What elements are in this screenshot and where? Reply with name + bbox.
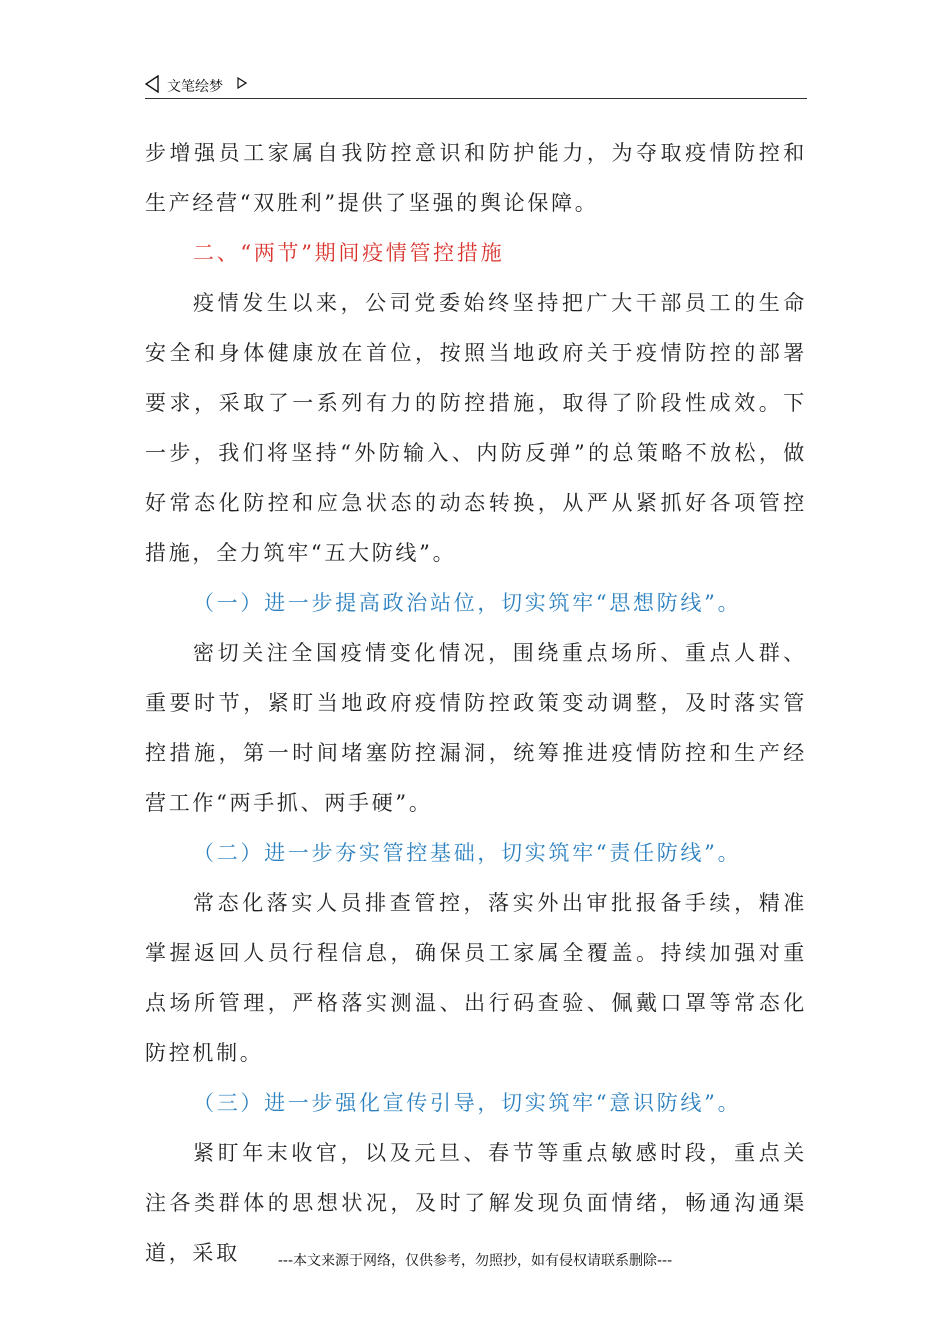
triangle-left-icon [145, 75, 159, 93]
page-header [145, 72, 807, 99]
paragraph-overview: 疫情发生以来，公司党委始终坚持把广大干部员工的生命安全和身体健康放在首位，按照当地政府关于疫情防控的部署要求，采取了一系列有力的防控措施，取得了阶段性成效。下一步，我们将坚持“外防输入、内防反弹”的总策略不放松，做好常态化防控和应急状态的动态转换，从严从紧抓好各项管控措施，全力筑牢“五大防线”。 [145, 291, 807, 565]
header-title: 文笔绘梦 [167, 79, 223, 95]
subheading-responsibility-line: （二）进一步夯实管控基础，切实筑牢“责任防线”。 [193, 841, 742, 865]
paragraph-continuation: 步增强员工家属自我防控意识和防护能力，为夺取疫情防控和生产经营“双胜利”提供了坚强的舆论保障。 [145, 141, 807, 215]
subheading-thought-line: （一）进一步提高政治站位，切实筑牢“思想防线”。 [193, 591, 742, 615]
document-body [145, 128, 807, 1278]
page-footer-disclaimer: ---本文来源于网络，仅供参考，勿照抄，如有侵权请联系删除--- [277, 1253, 673, 1269]
triangle-right-icon [237, 77, 247, 89]
paragraph-responsibility-line: 常态化落实人员排查管控，落实外出审批报备手续，精准掌握返回人员行程信息，确保员工家属全覆盖。持续加强对重点场所管理，严格落实测温、出行码查验、佩戴口罩等常态化防控机制。 [145, 891, 807, 1065]
section-heading-two: 二、“两节”期间疫情管控措施 [193, 241, 505, 265]
paragraph-awareness-line: 紧盯年末收官，以及元旦、春节等重点敏感时段，重点关注各类群体的思想状况，及时了解发现负面情绪，畅通沟通渠道，采取 [145, 1141, 807, 1265]
subheading-awareness-line: （三）进一步强化宣传引导，切实筑牢“意识防线”。 [193, 1091, 742, 1115]
paragraph-thought-line: 密切关注全国疫情变化情况，围绕重点场所、重点人群、重要时节，紧盯当地政府疫情防控政策变动调整，及时落实管控措施，第一时间堵塞防控漏洞，统筹推进疫情防控和生产经营工作“两手抓、两手硬”。 [145, 641, 807, 815]
